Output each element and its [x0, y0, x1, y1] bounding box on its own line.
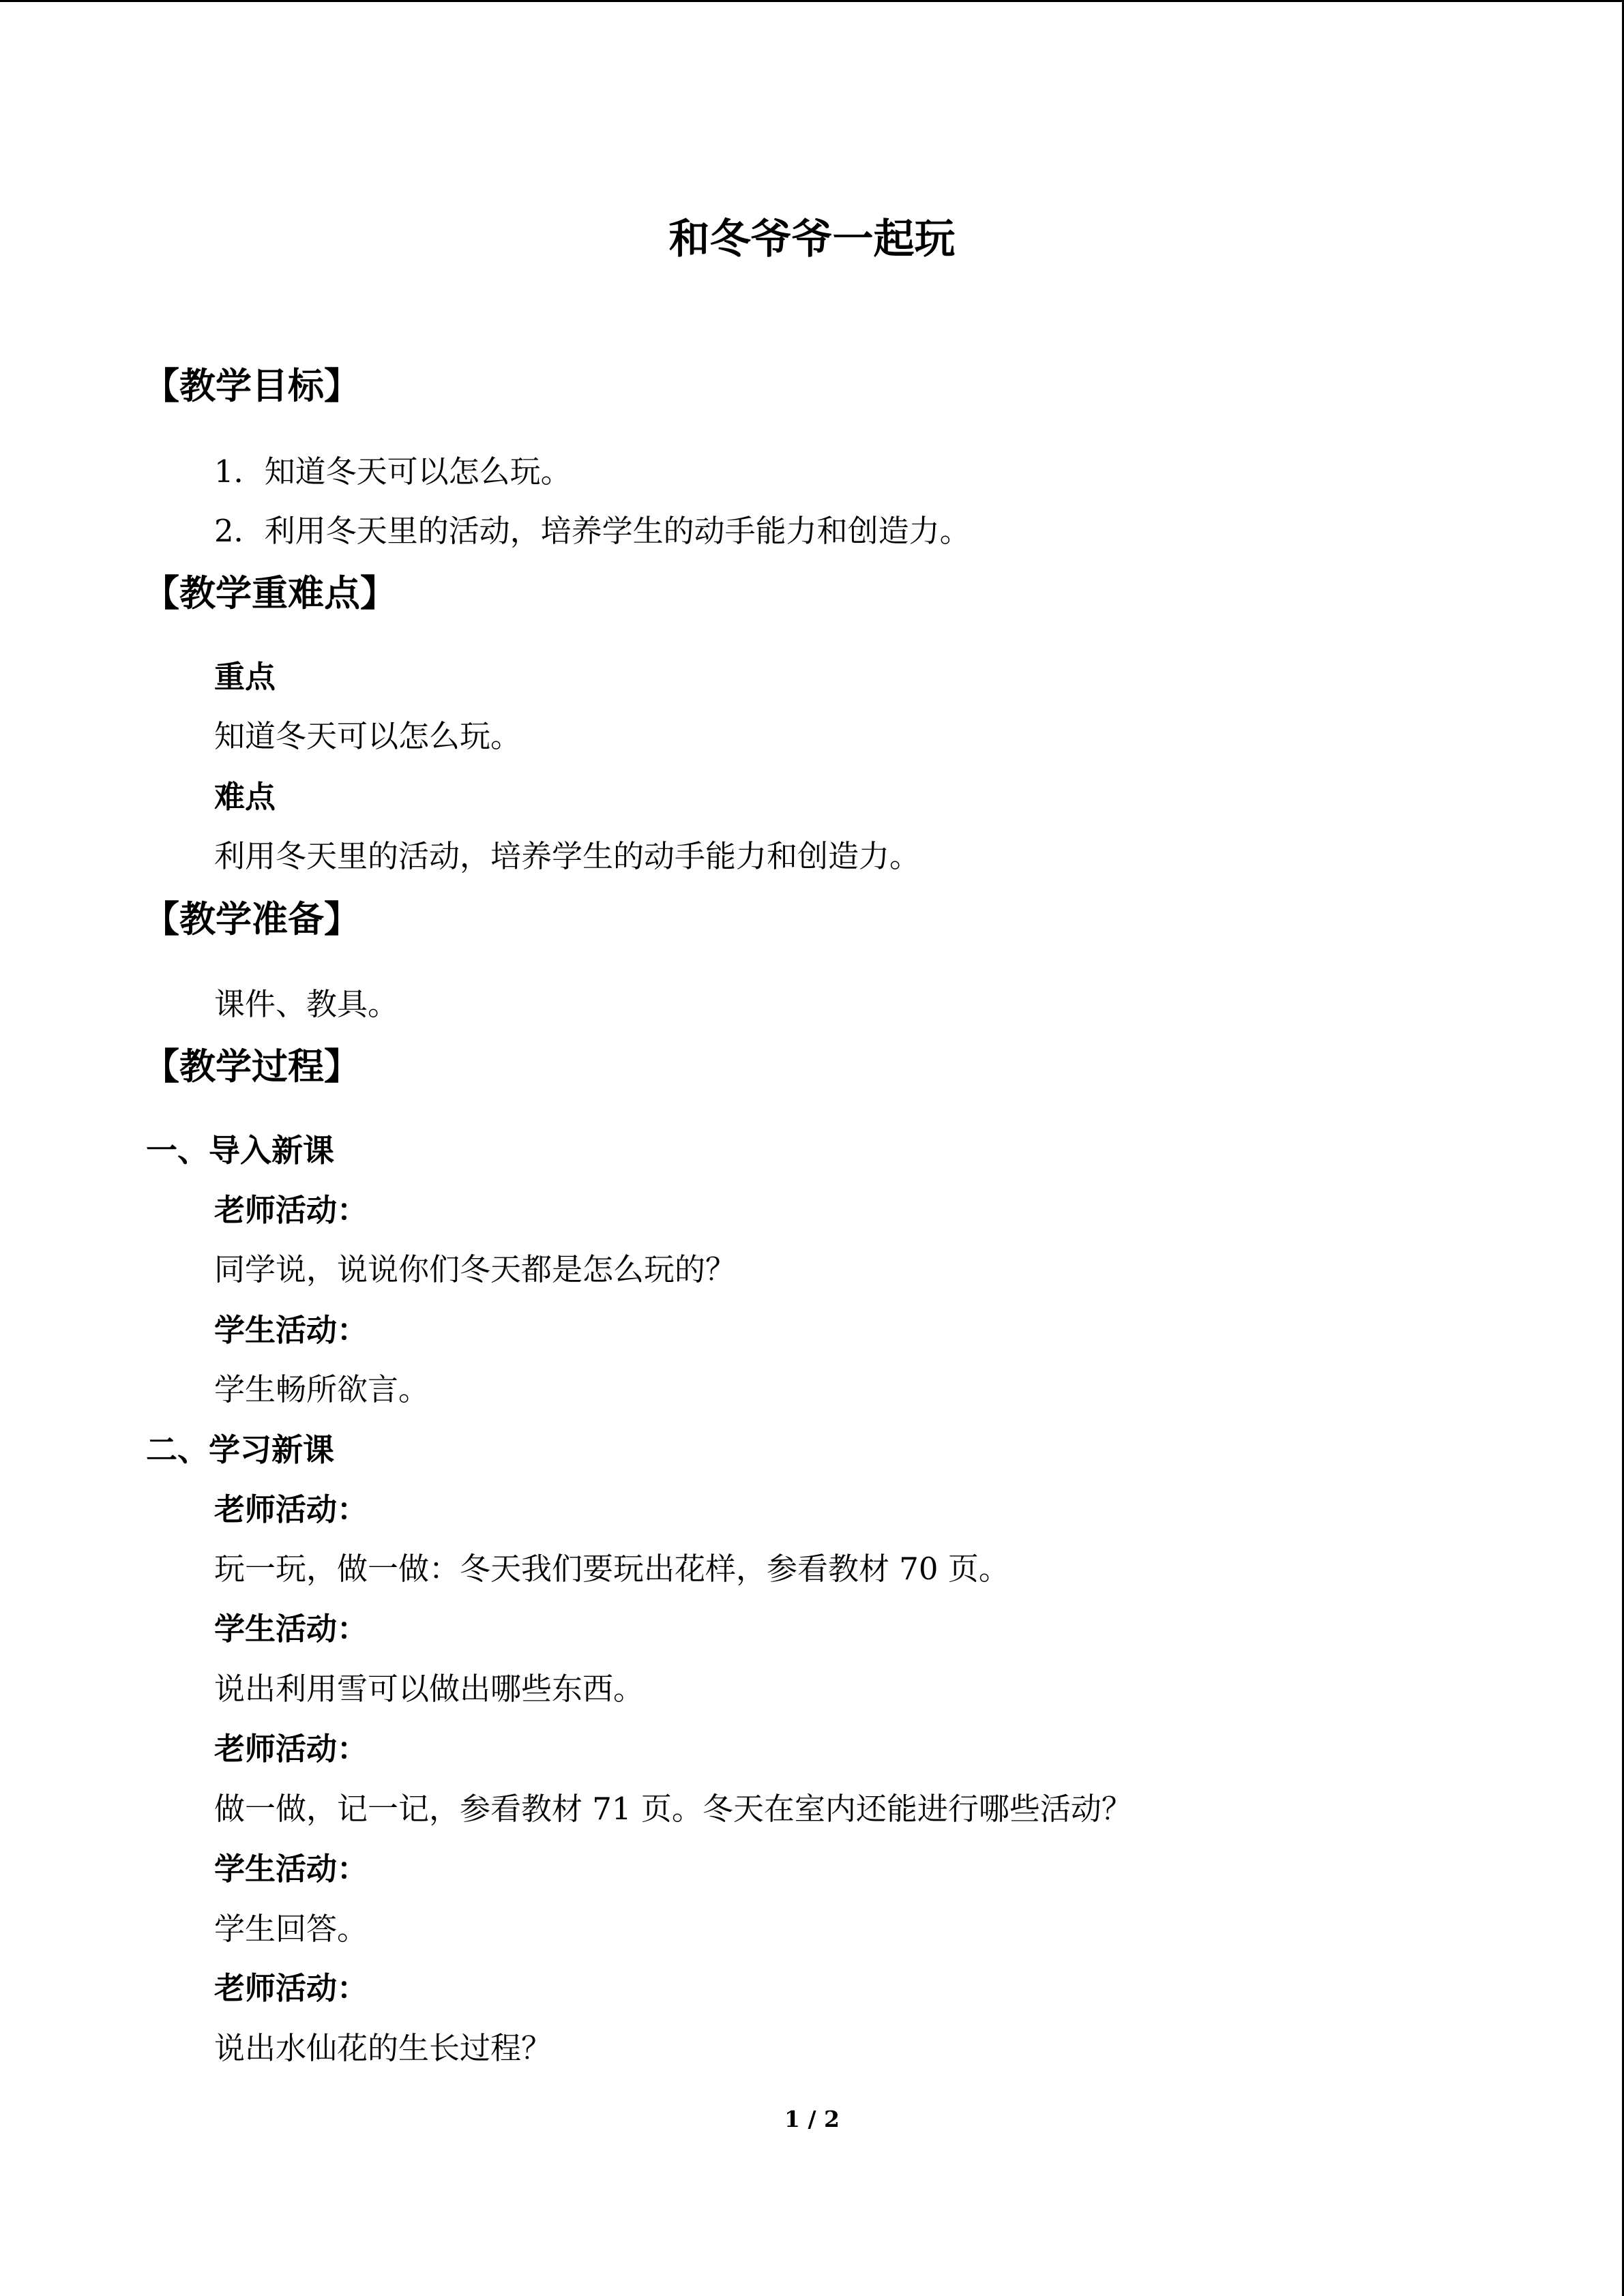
part2-teacher3-label: 老师活动： — [214, 1970, 368, 2006]
section-heading-preparation: 【教学准备】 — [143, 898, 360, 940]
part2-student1-label: 学生活动： — [214, 1611, 368, 1647]
part1-teacher-text: 同学说，说说你们冬天都是怎么玩的？ — [214, 1251, 737, 1287]
section-heading-objectives: 【教学目标】 — [143, 365, 360, 407]
preparation-text: 课件、教具。 — [214, 986, 399, 1022]
difficulty-text: 利用冬天里的活动，培养学生的动手能力和创造力。 — [214, 838, 921, 874]
objective-item-1: 1．知道冬天可以怎么玩。 — [214, 453, 572, 490]
process-part1-title: 一、导入新课 — [146, 1132, 334, 1169]
part1-student-text: 学生畅所欲言。 — [214, 1371, 430, 1407]
section-heading-key-points: 【教学重难点】 — [143, 572, 396, 614]
document-title: 和冬爷爷一起玩 — [668, 215, 956, 263]
part2-teacher3-text: 说出水仙花的生长过程？ — [214, 2030, 552, 2066]
page-number: 1 / 2 — [784, 2106, 840, 2132]
part2-teacher2-label: 老师活动： — [214, 1731, 368, 1767]
part2-teacher2-text: 做一做，记一记，参看教材 71 页。冬天在室内还能进行哪些活动？ — [214, 1791, 1132, 1827]
objective-item-2: 2．利用冬天里的活动，培养学生的动手能力和创造力。 — [214, 513, 971, 549]
part2-student1-text: 说出利用雪可以做出哪些东西。 — [214, 1671, 645, 1707]
part2-student2-label: 学生活动： — [214, 1851, 368, 1887]
process-part2-title: 二、学习新课 — [146, 1431, 334, 1468]
focus-label: 重点 — [214, 659, 276, 695]
difficulty-label: 难点 — [214, 779, 276, 815]
part2-teacher1-text: 玩一玩，做一做：冬天我们要玩出花样，参看教材 70 页。 — [214, 1551, 1009, 1587]
part2-teacher1-label: 老师活动： — [214, 1491, 368, 1527]
part2-student2-text: 学生回答。 — [214, 1911, 368, 1947]
focus-text: 知道冬天可以怎么玩。 — [214, 718, 522, 754]
part1-teacher-label: 老师活动： — [214, 1192, 368, 1228]
part1-student-label: 学生活动： — [214, 1312, 368, 1348]
section-heading-process: 【教学过程】 — [143, 1045, 360, 1088]
